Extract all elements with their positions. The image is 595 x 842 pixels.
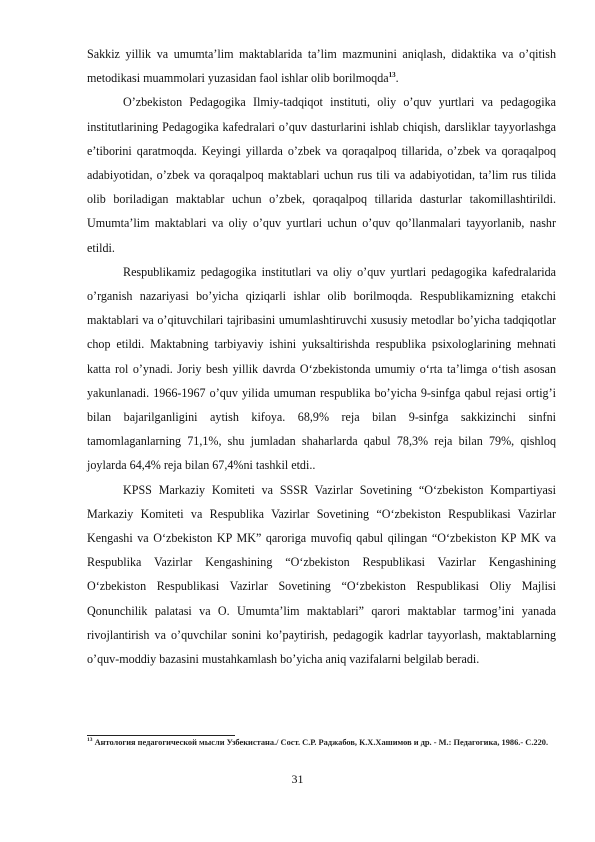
footnote-text: Антология педагогической мысли Узбекистана./ Сост. С.Р. Раджабов, К.Х.Хашимов и др. - М.: Педагогика, 1986.- С.220. xyxy=(92,738,549,747)
paragraph-1: Sakkiz yillik va umumta’lim maktablarida ta’lim mazmunini aniqlash, didaktika va o’qitish metodikasi muammolari yuzasidan faol ishlar olib borilmoqda$^{13}$. xyxy=(87,47,556,86)
footnote-divider xyxy=(87,735,235,736)
page-number: 31 xyxy=(291,772,304,786)
document-body xyxy=(87,42,556,671)
footnote xyxy=(87,737,556,748)
paragraph-4: KPSS Markaziy Komiteti va SSSR Vazirlar Sovetining “O‘zbekiston Kompartiyasi Markaziy Komiteti va Respublika Vazirlar Sovetining “O‘zbekiston Respublikasi Vazirlar Kengashi va O‘zbekiston KP MK” qaroriga muvofiq qabul qilingan “O‘zbekiston KP MK va Respublika Vazirlar Kengashining “O‘zbekiston Respublikasi Vazirlar Kengashining O‘zbekiston Respublikasi Vazirlar Sovetining “O‘zbekiston Respublikasi Oliy Majlisi Qonunchilik palatasi va O. Umumta’lim maktablari” qarori maktablar tarmog’ini yanada rivojlantirish va o’quvchilar sonini ko’paytirish, pedagogik kadrlar tayyorlash, maktablarning o’quv-moddiy bazasini mustahkamlash bo’yicha aniq vazifalarni belgilab beradi. xyxy=(87,482,556,667)
footnote-number: 13 xyxy=(87,737,93,744)
paragraph-3: Respublikamiz pedagogika institutlari va oliy o’quv yurtlari pedagogika kafedralarida o’rganish nazariyasi bo’yicha qiziqarli ishlar olib borilmoqda. Respublikamizning etakchi maktablari va o’qituvchilari tajribasini umumlashtiruvchi xususiy metodlar bo’yicha tadqiqotlar chop etildi. Maktabning tarbiyaviy ishini yuksaltirishda respublika psixologlarining mehnati katta rol o’ynadi. Joriy besh yillik davrda O‘zbekistonda umumiy o‘rta ta’limga o‘tish asosan yakunlanadi. 1966-1967 o’quv yilida umuman respublika bo’yicha 9-sinfga qabul rejasi ortig’i bilan bajarilganligini aytish kifoya. 68,9% reja bilan 9-sinfga sakkizinchi sinfni tamomlaganlarning 71,1%, shu jumladan shaharlarda qabul 78,3% reja bilan 79%, qishloq joylarda 64,4% reja bilan 67,4%ni tashkil etdi.. xyxy=(87,264,556,473)
footnote-ref-13[interactable]: 13 xyxy=(388,71,396,80)
paragraph-2: O’zbekiston Pedagogika Ilmiy-tadqiqot instituti, oliy o’quv yurtlari va pedagogika institutlarining Pedagogika kafedralari o’quv dasturlarini ishlab chiqish, darsliklar tayyorlashga e’tiborini qaratmoqda. Keyingi yillarda o’zbek va qoraqalpoq tillarida, o’zbek va qoraqalpoq adabiyotidan, o’zbek va qoraqalpoq maktablari uchun rus tili va adabiyotidan, ta’lim rus tilida olib boriladigan maktablar uchun o’zbek, qoraqalpoq tillarida dasturlar takomillashtirildi. Umumta’lim maktablari va oliy o’quv yurtlari uchun o’quv qo’llanmalari tayyorlanib, nashr etildi. xyxy=(87,95,556,255)
